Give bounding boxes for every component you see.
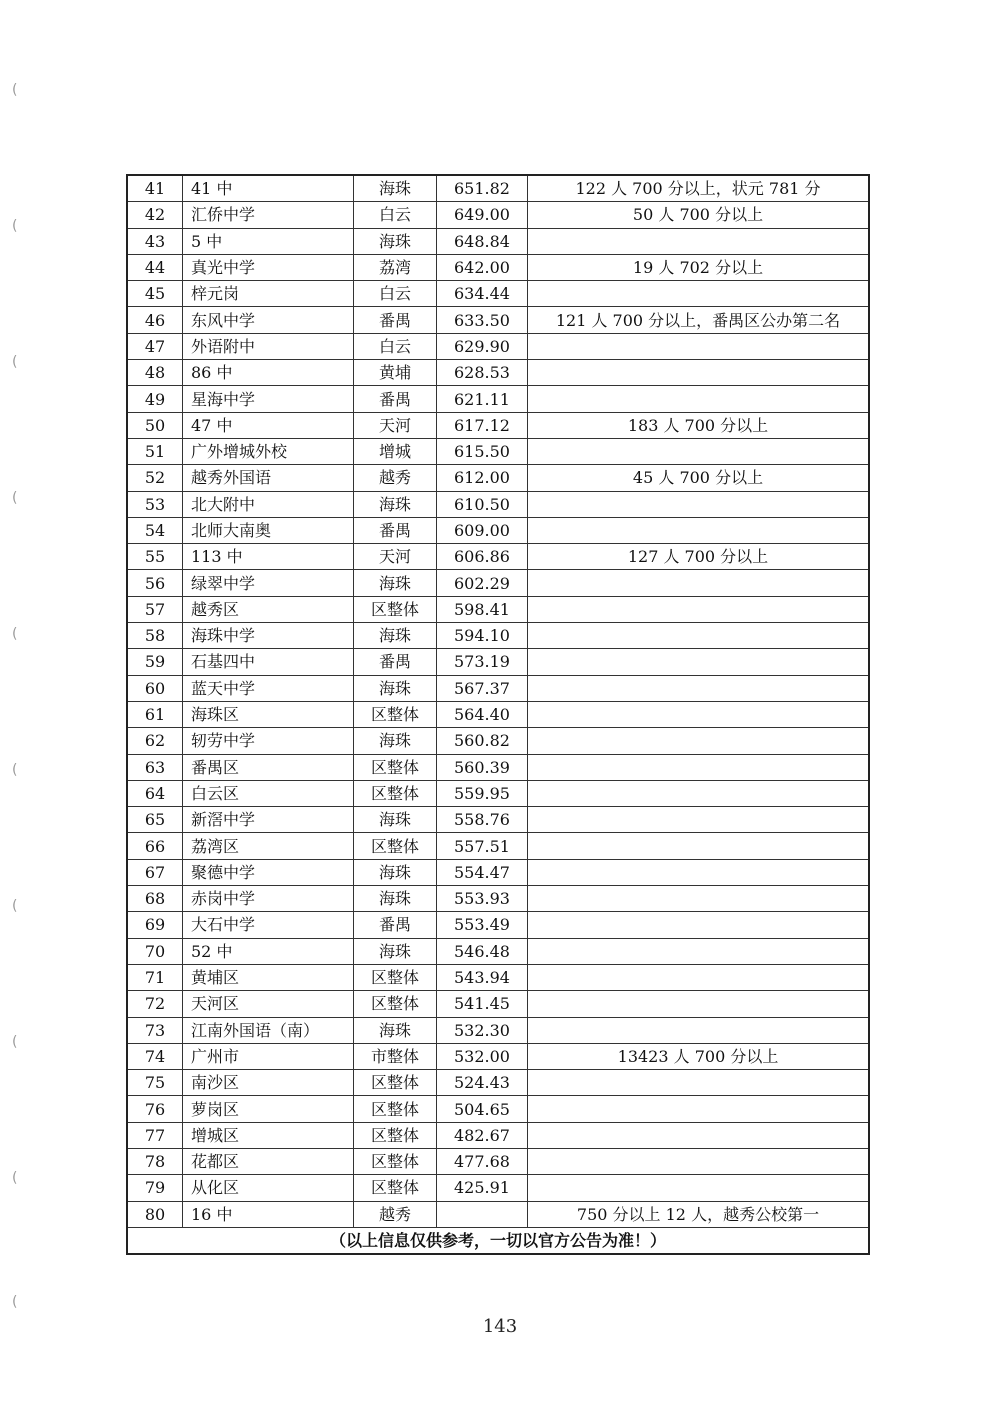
- rank-cell: 74: [127, 1043, 183, 1069]
- rank-cell: 78: [127, 1148, 183, 1174]
- score-cell: 621.11: [437, 386, 528, 412]
- score-cell: 532.30: [437, 1017, 528, 1043]
- district-cell: 区整体: [354, 780, 437, 806]
- table-row: [127, 596, 869, 622]
- score-cell: 560.82: [437, 728, 528, 754]
- rank-cell: 49: [127, 386, 183, 412]
- school-name-cell: 广外增城外校: [183, 438, 354, 464]
- rank-cell: 44: [127, 254, 183, 280]
- school-name-cell: 梓元岗: [183, 281, 354, 307]
- rank-cell: 73: [127, 1017, 183, 1043]
- rank-cell: 70: [127, 938, 183, 964]
- score-cell: 649.00: [437, 202, 528, 228]
- rank-cell: 64: [127, 780, 183, 806]
- school-name-cell: 蓝天中学: [183, 675, 354, 701]
- district-cell: 海珠: [354, 570, 437, 596]
- district-cell: 区整体: [354, 833, 437, 859]
- score-cell: 594.10: [437, 623, 528, 649]
- district-cell: 增城: [354, 438, 437, 464]
- district-cell: 区整体: [354, 1175, 437, 1201]
- district-cell: 海珠: [354, 807, 437, 833]
- score-cell: 554.47: [437, 859, 528, 885]
- table-row: [127, 333, 869, 359]
- note-cell: 19 人 702 分以上: [528, 254, 870, 280]
- score-cell: 602.29: [437, 570, 528, 596]
- score-cell: 553.49: [437, 912, 528, 938]
- note-cell: [528, 1122, 870, 1148]
- district-cell: 海珠: [354, 886, 437, 912]
- score-cell: 560.39: [437, 754, 528, 780]
- district-cell: 海珠: [354, 623, 437, 649]
- rank-cell: 53: [127, 491, 183, 517]
- district-cell: 荔湾: [354, 254, 437, 280]
- note-cell: [528, 386, 870, 412]
- table-row: [127, 675, 869, 701]
- school-name-cell: 广州市: [183, 1043, 354, 1069]
- school-name-cell: 海珠中学: [183, 623, 354, 649]
- district-cell: 区整体: [354, 991, 437, 1017]
- score-cell: 559.95: [437, 780, 528, 806]
- score-cell: 546.48: [437, 938, 528, 964]
- rank-cell: 63: [127, 754, 183, 780]
- table-row: [127, 938, 869, 964]
- district-cell: 区整体: [354, 701, 437, 727]
- district-cell: 白云: [354, 281, 437, 307]
- rank-cell: 47: [127, 333, 183, 359]
- note-cell: [528, 991, 870, 1017]
- district-cell: 区整体: [354, 1096, 437, 1122]
- score-cell: 567.37: [437, 675, 528, 701]
- note-cell: [528, 754, 870, 780]
- table-row: [127, 412, 869, 438]
- score-cell: 648.84: [437, 228, 528, 254]
- table-row: [127, 964, 869, 990]
- note-cell: [528, 728, 870, 754]
- note-cell: [528, 807, 870, 833]
- table-row: [127, 1201, 869, 1227]
- school-name-cell: 白云区: [183, 780, 354, 806]
- binder-hole-mark: (: [12, 82, 18, 98]
- note-cell: 45 人 700 分以上: [528, 465, 870, 491]
- district-cell: 区整体: [354, 1070, 437, 1096]
- table-row: [127, 175, 869, 202]
- district-cell: 区整体: [354, 964, 437, 990]
- district-cell: 番禺: [354, 307, 437, 333]
- binder-hole-mark: (: [12, 898, 18, 914]
- score-cell: 543.94: [437, 964, 528, 990]
- note-cell: [528, 596, 870, 622]
- footnote-row: [127, 1227, 869, 1254]
- school-name-cell: 52 中: [183, 938, 354, 964]
- note-cell: [528, 780, 870, 806]
- school-name-cell: 星海中学: [183, 386, 354, 412]
- score-cell: 629.90: [437, 333, 528, 359]
- school-name-cell: 新滘中学: [183, 807, 354, 833]
- district-cell: 区整体: [354, 1122, 437, 1148]
- rank-cell: 69: [127, 912, 183, 938]
- score-cell: 573.19: [437, 649, 528, 675]
- school-name-cell: 越秀外国语: [183, 465, 354, 491]
- note-cell: [528, 1148, 870, 1174]
- rank-cell: 71: [127, 964, 183, 990]
- district-cell: 越秀: [354, 465, 437, 491]
- district-cell: 市整体: [354, 1043, 437, 1069]
- school-name-cell: 石基四中: [183, 649, 354, 675]
- note-cell: [528, 1175, 870, 1201]
- score-cell: 610.50: [437, 491, 528, 517]
- score-cell: 628.53: [437, 360, 528, 386]
- score-cell: 553.93: [437, 886, 528, 912]
- score-cell: 633.50: [437, 307, 528, 333]
- school-name-cell: 海珠区: [183, 701, 354, 727]
- table-row: [127, 807, 869, 833]
- note-cell: [528, 701, 870, 727]
- table-row: [127, 886, 869, 912]
- score-cell: 482.67: [437, 1122, 528, 1148]
- note-cell: [528, 1017, 870, 1043]
- score-cell: 598.41: [437, 596, 528, 622]
- note-cell: 50 人 700 分以上: [528, 202, 870, 228]
- note-cell: [528, 333, 870, 359]
- score-cell: 425.91: [437, 1175, 528, 1201]
- binder-hole-mark: (: [12, 218, 18, 234]
- rank-cell: 61: [127, 701, 183, 727]
- district-cell: 海珠: [354, 675, 437, 701]
- score-cell: 609.00: [437, 517, 528, 543]
- district-cell: 越秀: [354, 1201, 437, 1227]
- district-cell: 天河: [354, 412, 437, 438]
- table-row: [127, 1043, 869, 1069]
- note-cell: [528, 360, 870, 386]
- district-cell: 番禺: [354, 912, 437, 938]
- district-cell: 黄埔: [354, 360, 437, 386]
- rank-cell: 43: [127, 228, 183, 254]
- school-ranking-table: [126, 174, 870, 1255]
- district-cell: 海珠: [354, 228, 437, 254]
- table-row: [127, 360, 869, 386]
- district-cell: 番禺: [354, 517, 437, 543]
- district-cell: 海珠: [354, 175, 437, 202]
- rank-cell: 57: [127, 596, 183, 622]
- rank-cell: 65: [127, 807, 183, 833]
- note-cell: [528, 491, 870, 517]
- note-cell: [528, 859, 870, 885]
- score-cell: 615.50: [437, 438, 528, 464]
- district-cell: 番禺: [354, 649, 437, 675]
- note-cell: [528, 1096, 870, 1122]
- rank-cell: 72: [127, 991, 183, 1017]
- table-row: [127, 780, 869, 806]
- table-row: [127, 1096, 869, 1122]
- score-cell: 651.82: [437, 175, 528, 202]
- school-name-cell: 47 中: [183, 412, 354, 438]
- table-row: [127, 912, 869, 938]
- table-row: [127, 1122, 869, 1148]
- note-cell: 127 人 700 分以上: [528, 544, 870, 570]
- score-cell: 564.40: [437, 701, 528, 727]
- binder-hole-mark: (: [12, 1170, 18, 1186]
- school-name-cell: 轫劳中学: [183, 728, 354, 754]
- rank-cell: 75: [127, 1070, 183, 1096]
- note-cell: [528, 649, 870, 675]
- note-cell: 121 人 700 分以上，番禺区公办第二名: [528, 307, 870, 333]
- rank-cell: 62: [127, 728, 183, 754]
- note-cell: [528, 886, 870, 912]
- school-name-cell: 天河区: [183, 991, 354, 1017]
- table-row: [127, 570, 869, 596]
- school-name-cell: 5 中: [183, 228, 354, 254]
- table-row: [127, 833, 869, 859]
- rank-cell: 66: [127, 833, 183, 859]
- rank-cell: 58: [127, 623, 183, 649]
- district-cell: 海珠: [354, 491, 437, 517]
- rank-cell: 60: [127, 675, 183, 701]
- page-number: 143: [482, 1316, 518, 1337]
- school-name-cell: 东风中学: [183, 307, 354, 333]
- score-cell: 612.00: [437, 465, 528, 491]
- binder-hole-mark: (: [12, 762, 18, 778]
- note-cell: [528, 228, 870, 254]
- rank-cell: 56: [127, 570, 183, 596]
- district-cell: 区整体: [354, 754, 437, 780]
- note-cell: [528, 281, 870, 307]
- school-name-cell: 聚德中学: [183, 859, 354, 885]
- district-cell: 区整体: [354, 596, 437, 622]
- table-row: [127, 649, 869, 675]
- rank-cell: 76: [127, 1096, 183, 1122]
- table-row: [127, 754, 869, 780]
- table-row: [127, 386, 869, 412]
- school-name-cell: 黄埔区: [183, 964, 354, 990]
- table-row: [127, 254, 869, 280]
- rank-cell: 77: [127, 1122, 183, 1148]
- school-name-cell: 大石中学: [183, 912, 354, 938]
- district-cell: 海珠: [354, 859, 437, 885]
- school-name-cell: 花都区: [183, 1148, 354, 1174]
- note-cell: [528, 517, 870, 543]
- note-cell: 183 人 700 分以上: [528, 412, 870, 438]
- score-cell: 532.00: [437, 1043, 528, 1069]
- rank-cell: 79: [127, 1175, 183, 1201]
- district-cell: 番禺: [354, 386, 437, 412]
- binder-hole-mark: (: [12, 1294, 18, 1310]
- school-name-cell: 从化区: [183, 1175, 354, 1201]
- note-cell: 750 分以上 12 人，越秀公校第一: [528, 1201, 870, 1227]
- binder-hole-mark: (: [12, 490, 18, 506]
- score-cell: 558.76: [437, 807, 528, 833]
- school-name-cell: 北师大南奥: [183, 517, 354, 543]
- table-row: [127, 1017, 869, 1043]
- score-cell: 634.44: [437, 281, 528, 307]
- rank-cell: 68: [127, 886, 183, 912]
- table-row: [127, 1148, 869, 1174]
- note-cell: [528, 438, 870, 464]
- score-cell: 606.86: [437, 544, 528, 570]
- score-cell: 541.45: [437, 991, 528, 1017]
- note-cell: [528, 912, 870, 938]
- table-row: [127, 517, 869, 543]
- rank-cell: 80: [127, 1201, 183, 1227]
- note-cell: [528, 964, 870, 990]
- table-row: [127, 465, 869, 491]
- rank-cell: 45: [127, 281, 183, 307]
- table-row: [127, 544, 869, 570]
- table-row: [127, 491, 869, 517]
- table-body: [127, 175, 869, 1227]
- district-cell: 海珠: [354, 938, 437, 964]
- table-row: [127, 859, 869, 885]
- score-cell: [437, 1201, 528, 1227]
- note-cell: 13423 人 700 分以上: [528, 1043, 870, 1069]
- rank-cell: 51: [127, 438, 183, 464]
- school-name-cell: 汇侨中学: [183, 202, 354, 228]
- school-name-cell: 86 中: [183, 360, 354, 386]
- table-row: [127, 623, 869, 649]
- score-cell: 642.00: [437, 254, 528, 280]
- score-cell: 617.12: [437, 412, 528, 438]
- note-cell: [528, 1070, 870, 1096]
- table-row: [127, 438, 869, 464]
- score-cell: 557.51: [437, 833, 528, 859]
- note-cell: [528, 938, 870, 964]
- table-row: [127, 728, 869, 754]
- table-row: [127, 307, 869, 333]
- rank-cell: 48: [127, 360, 183, 386]
- rank-cell: 50: [127, 412, 183, 438]
- district-cell: 海珠: [354, 1017, 437, 1043]
- rank-cell: 59: [127, 649, 183, 675]
- school-name-cell: 41 中: [183, 175, 354, 202]
- rank-cell: 52: [127, 465, 183, 491]
- district-cell: 白云: [354, 333, 437, 359]
- table-row: [127, 281, 869, 307]
- rank-cell: 41: [127, 175, 183, 202]
- school-name-cell: 赤岗中学: [183, 886, 354, 912]
- table-row: [127, 701, 869, 727]
- school-name-cell: 16 中: [183, 1201, 354, 1227]
- district-cell: 海珠: [354, 728, 437, 754]
- school-name-cell: 北大附中: [183, 491, 354, 517]
- rank-cell: 42: [127, 202, 183, 228]
- rank-cell: 46: [127, 307, 183, 333]
- school-name-cell: 萝岗区: [183, 1096, 354, 1122]
- district-cell: 白云: [354, 202, 437, 228]
- binder-hole-mark: (: [12, 1034, 18, 1050]
- district-cell: 区整体: [354, 1148, 437, 1174]
- note-cell: [528, 570, 870, 596]
- district-cell: 天河: [354, 544, 437, 570]
- table-row: [127, 1070, 869, 1096]
- binder-hole-mark: (: [12, 354, 18, 370]
- school-name-cell: 绿翠中学: [183, 570, 354, 596]
- school-name-cell: 番禺区: [183, 754, 354, 780]
- school-name-cell: 江南外国语（南）: [183, 1017, 354, 1043]
- school-name-cell: 增城区: [183, 1122, 354, 1148]
- binder-hole-mark: (: [12, 626, 18, 642]
- note-cell: [528, 623, 870, 649]
- rank-cell: 54: [127, 517, 183, 543]
- school-name-cell: 113 中: [183, 544, 354, 570]
- school-name-cell: 越秀区: [183, 596, 354, 622]
- table-row: [127, 1175, 869, 1201]
- rank-cell: 55: [127, 544, 183, 570]
- score-cell: 524.43: [437, 1070, 528, 1096]
- table-row: [127, 202, 869, 228]
- school-name-cell: 南沙区: [183, 1070, 354, 1096]
- table-row: [127, 228, 869, 254]
- school-name-cell: 外语附中: [183, 333, 354, 359]
- score-cell: 477.68: [437, 1148, 528, 1174]
- score-cell: 504.65: [437, 1096, 528, 1122]
- school-name-cell: 荔湾区: [183, 833, 354, 859]
- ranking-table-container: [126, 174, 870, 1255]
- note-cell: [528, 833, 870, 859]
- rank-cell: 67: [127, 859, 183, 885]
- note-cell: 122 人 700 分以上，状元 781 分: [528, 175, 870, 202]
- note-cell: [528, 675, 870, 701]
- table-row: [127, 991, 869, 1017]
- school-name-cell: 真光中学: [183, 254, 354, 280]
- footnote: （以上信息仅供参考，一切以官方公告为准！）: [127, 1227, 869, 1254]
